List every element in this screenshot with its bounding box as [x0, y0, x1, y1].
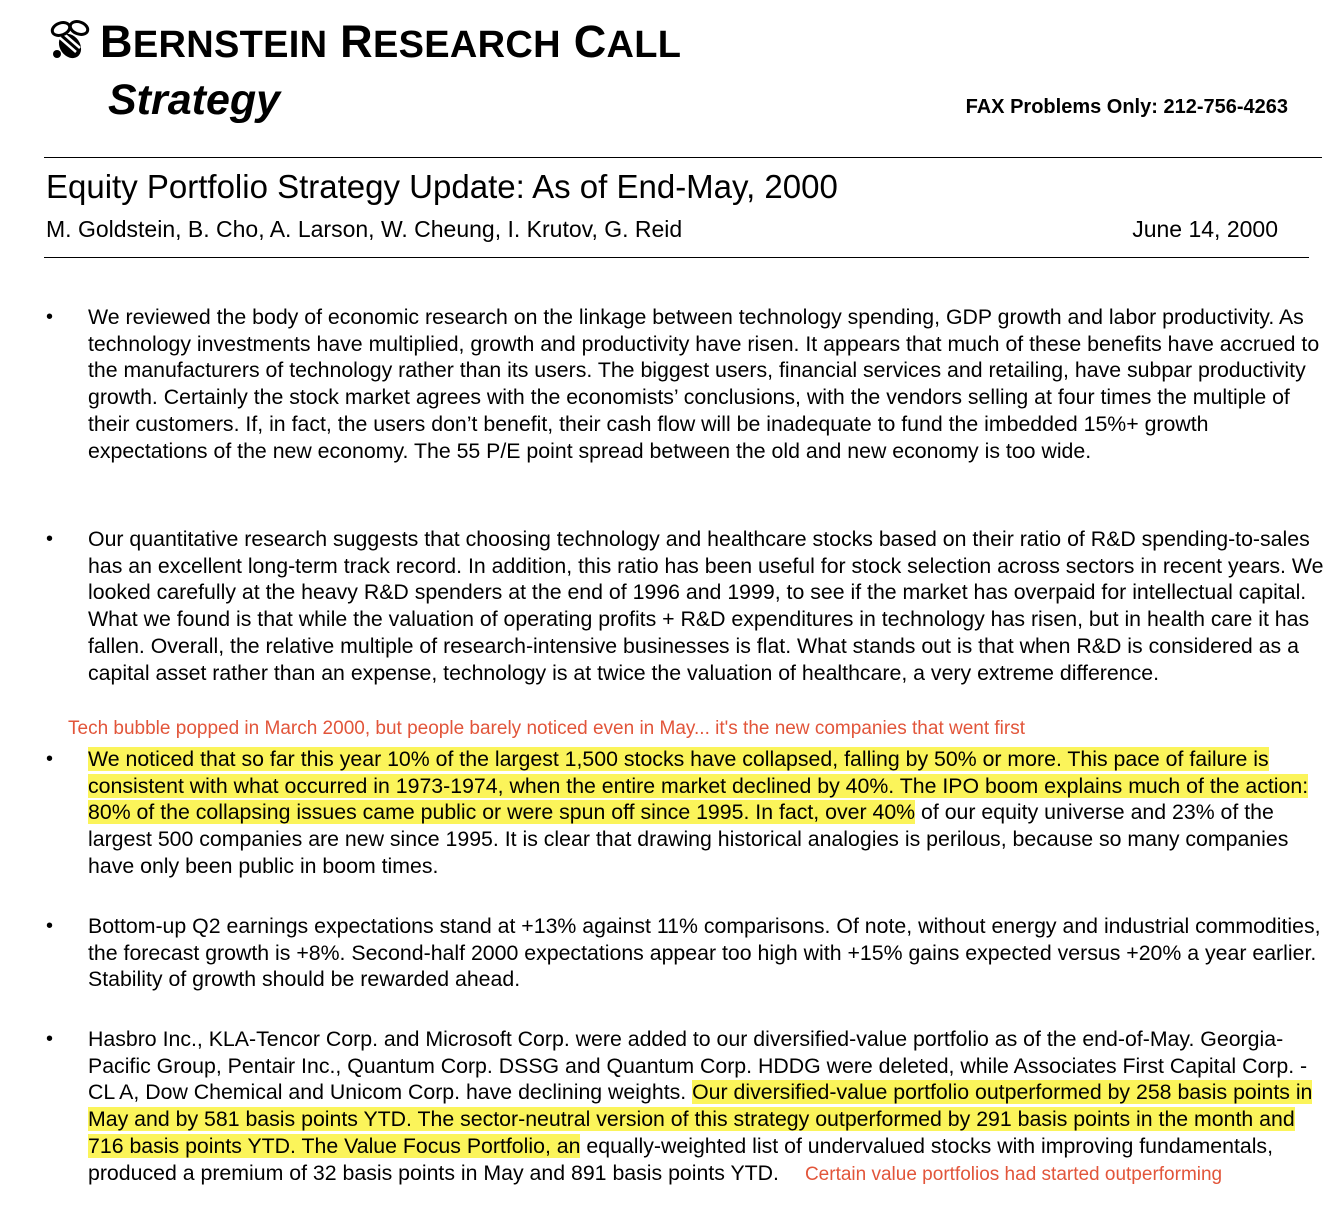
- bullet-marker: •: [46, 748, 54, 770]
- bullet-text: Bottom-up Q2 earnings expectations stand at +13% against 11% comparisons. Of note, without energy and industrial commodities, the forecast growth is +8%. Second-half 2000 expectations appear too high with +15% gains expected versus +20% a year earlier. Stability of growth should be rewarded ahead.: [88, 914, 1321, 992]
- brand-name: [100, 15, 682, 67]
- header-logo-row: [46, 15, 682, 67]
- brand-letter: C: [573, 15, 607, 67]
- bullet-marker: •: [46, 306, 54, 328]
- bullet-text-after: equally-weighted list of undervalued stocks with improving fundamentals, produced a premium of 32 basis points in May and 891 basis points YTD.: [88, 1133, 1273, 1185]
- header-divider: [44, 157, 1322, 158]
- bee-icon: [46, 18, 92, 64]
- bullet-text: [88, 1026, 1328, 1188]
- bullet-text: Our quantitative research suggests that choosing technology and healthcare stocks based on their ratio of R&D spending-to-sales has an excellent long-term track record. In addition, this ratio has been useful for stock selection across sectors in recent years. We looked carefully at the heavy R&D spenders at the end of 1996 and 1999, to see if the market has overpaid for intellectual capital. What we found is that while the valuation of operating profits + R&D expenditures in technology has risen, but in health care it has fallen. Overall, the relative multiple of research-intensive businesses is flat. What stands out is that when R&D is considered as a capital asset rather than an expense, technology is at twice the valuation of healthcare, a very extreme difference.: [88, 527, 1324, 685]
- brand-letter: B: [100, 15, 133, 67]
- brand-segment: ALL: [606, 23, 682, 66]
- brand-segment: ERNSTEIN: [132, 23, 328, 66]
- bullet-text: [88, 746, 1328, 880]
- bullet-text-before: Hasbro Inc., KLA-Tencor Corp. and Microsoft Corp. were added to our diversified-value portfolio as of the end-of-May. Georgia-Pacific Group, Pentair Inc., Quantum Corp. DSSG and Quantum Corp. HDDG were deleted, while Associates First Capital Corp. - CL A, Dow Chemical and Unicom Corp. have declining weights.: [88, 1027, 1308, 1105]
- document-title: Equity Portfolio Strategy Update: As of End-May, 2000: [46, 168, 838, 205]
- handwritten-annotation: Tech bubble popped in March 2000, but people barely noticed even in May... it's the new companies that went first: [68, 718, 1026, 739]
- brand-segment: ESEARCH: [372, 23, 561, 66]
- author-list: M. Goldstein, B. Cho, A. Larson, W. Cheung, I. Krutov, G. Reid: [46, 216, 683, 242]
- highlighted-text: We noticed that so far this year 10% of the largest 1,500 stocks have collapsed, falling by 50% or more. This pace of failure is consistent with what occurred in 1973-1974, when the entire market declined by 40%. The IPO boom explains much of the action: 80% of the collapsing issues came public or were spun off since 1995. In fact, over 40%: [88, 747, 1309, 825]
- title-divider: [44, 257, 1309, 258]
- bullet-marker: •: [46, 528, 54, 550]
- bullet-marker: •: [46, 915, 54, 937]
- highlighted-text: Our diversified-value portfolio outperformed by 258 basis points in May and by 581 basis points YTD. The sector-neutral version of this strategy outperformed by 291 basis points in the month and 716 basis points YTD. The Value Focus Portfolio, an: [88, 1080, 1313, 1158]
- fax-contact: FAX Problems Only: 212-756-4263: [965, 96, 1288, 118]
- document-date: June 14, 2000: [1132, 216, 1278, 242]
- brand-letter: R: [340, 15, 373, 67]
- bullet-text: We reviewed the body of economic research on the linkage between technology spending, GDP growth and labor productivity. As technology investments have multiplied, growth and productivity have risen. It appears that much of these benefits have accrued to the manufacturers of technology rather than its users. The biggest users, financial services and retailing, have subpar productivity growth. Certainly the stock market agrees with the economists’ conclusions, with the vendors selling at four times the multiple of their customers. If, in fact, the users don’t benefit, their cash flow will be inadequate to fund the imbedded 15%+ growth expectations of the new economy. The 55 P/E point spread between the old and new economy is too wide.: [88, 305, 1320, 463]
- bullet-text-rest: of our equity universe and 23% of the largest 500 companies are new since 1995. It is clear that drawing historical analogies is perilous, because so many companies have only been public in boom times.: [88, 800, 1289, 878]
- handwritten-annotation: Certain value portfolios had started outperforming: [804, 1163, 1223, 1185]
- bullet-marker: •: [46, 1028, 54, 1050]
- section-subtitle: Strategy: [108, 76, 281, 124]
